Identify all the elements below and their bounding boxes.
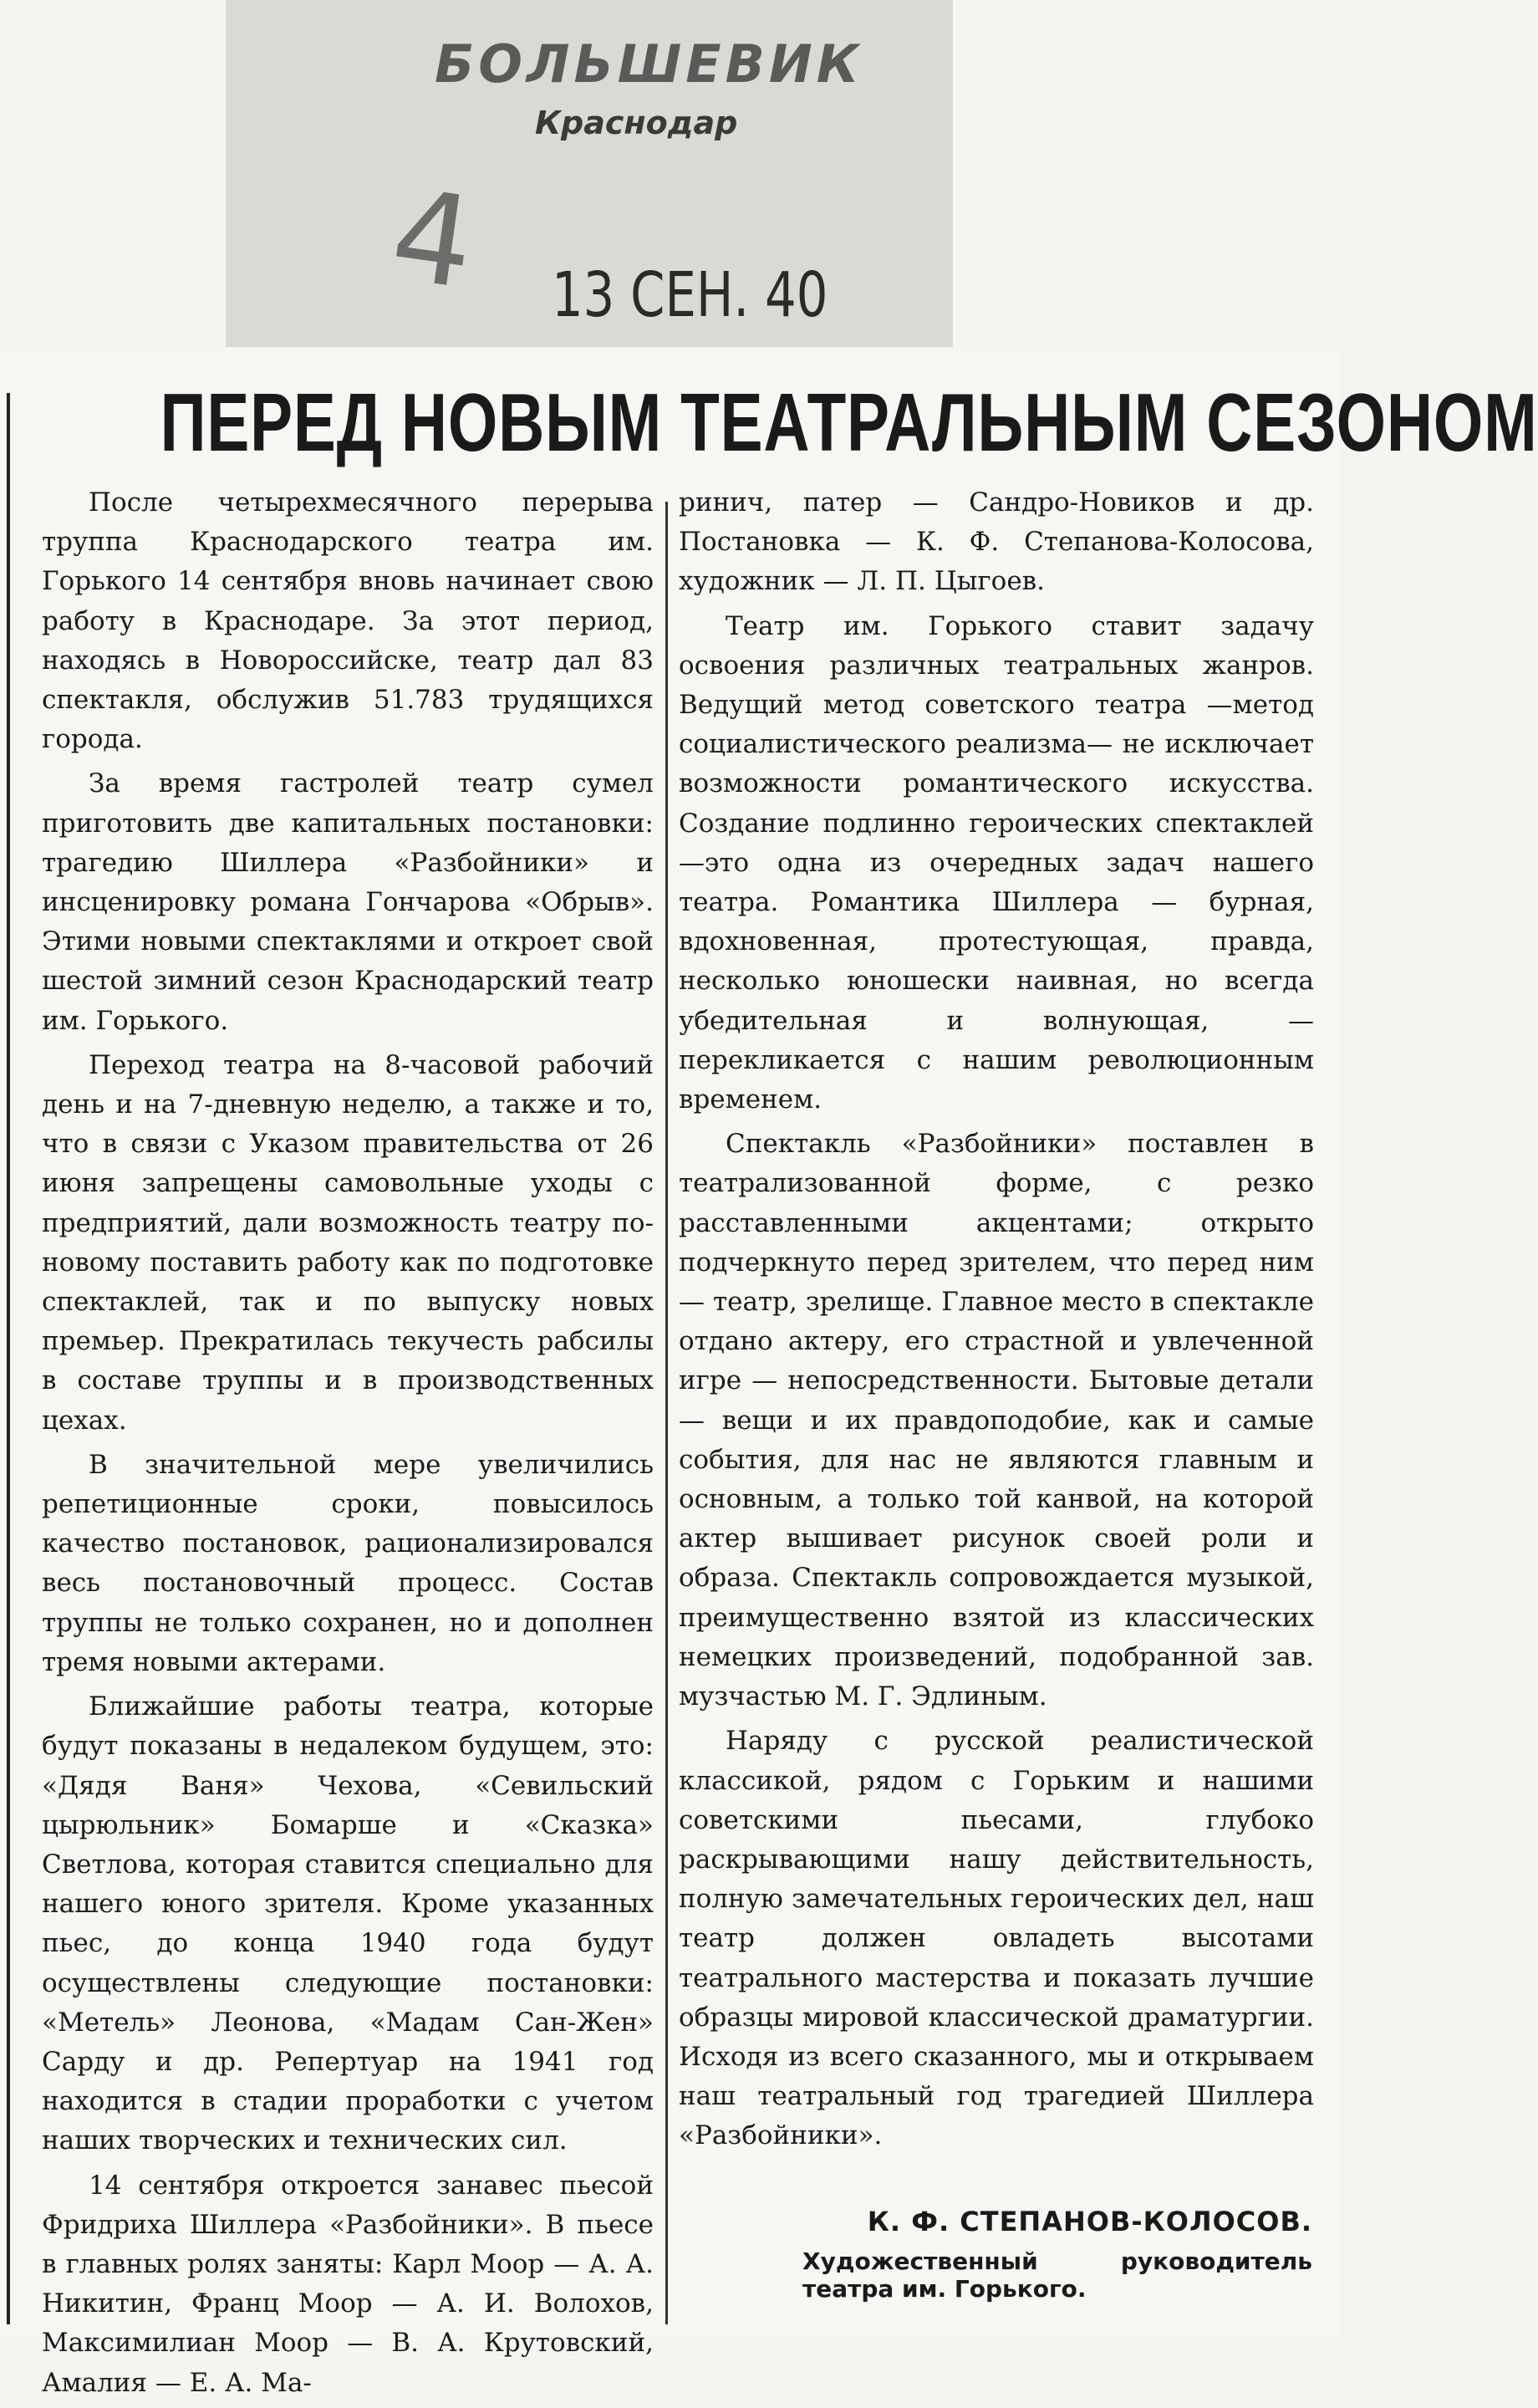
article-paragraph-continued: ринич, патер — Сандро-Новиков и др. Постановка — К. Ф. Степанова-Колосова, художник — Л. П. Цыгоев. <box>679 487 1314 597</box>
article-paragraph: Переход театра на 8-часовой рабочий день и на 7-дневную неделю, а также и то, что в связи с Указом правительства от 26 июня запрещены самовольные уходы с предприятий, дали возможность театру по-новому поставить работу как по подготовке спектаклей, так и по выпуску новых премьер. Прекратилась текучесть рабсилы в составе труппы и в производственных цехах. <box>42 1049 654 1436</box>
column-divider <box>665 502 668 2324</box>
left-border-rule <box>7 393 10 2324</box>
newspaper-name: БОЛЬШЕВИК <box>435 33 863 94</box>
newspaper-stamp <box>226 0 953 347</box>
author-role: Художественный руководитель <box>802 2247 1312 2275</box>
article-paragraph: Театр им. Горького ставит задачу освоения различных театральных жанров. Ведущий метод советского театра —метод социалистического реализма— не исключает возможности романтического искусства. Создание подлинно героических спектаклей—это одна из очередных задач нашего театра. Романтика Шиллера — бурная, вдохновенная, протестующая, правда, несколько юношески наивная, но всегда убедительная и волнующая, — перекликается с нашим революционным временем. <box>679 610 1314 1115</box>
archive-mark: 4 <box>383 162 483 318</box>
author-theatre: театра им. Горького. <box>802 2275 1087 2303</box>
author-signature <box>802 2206 1312 2303</box>
article-column-right <box>679 483 1314 2161</box>
article-paragraph: 14 сентября откроется занавес пьесой Фридриха Шиллера «Разбойники». В пьесе в главных ролях заняты: Карл Моор — А. А. Никитин, Франц Моор — А. И. Волохов, Максимилиан Моор — В. А. Крутовский, Амалия — Е. А. Ма- <box>42 2170 654 2398</box>
article-paragraph: Наряду с русской реалистической классикой, рядом с Горьким и нашими советскими пьесами, глубоко раскрывающими нашу действительность, полную замечательных героических дел, наш театр должен овладеть высотами театрального мастерства и показать лучшие образцы мировой классической драматургии. Исходя из всего сказанного, мы и открываем наш театральный год трагедией Шиллера «Разбойники». <box>679 1726 1314 2151</box>
stamp-date: 13 СЕН. 40 <box>552 259 828 331</box>
author-name: К. Ф. СТЕПАНОВ-КОЛОСОВ. <box>867 2206 1312 2237</box>
article-column-left <box>42 483 654 2408</box>
article-paragraph: Ближайшие работы театра, которые будут показаны в недалеком будущем, это: «Дядя Ваня» Чехова, «Севильский цырюльник» Бомарше и «Сказка» Светлова, которая ставится специально для нашего юного зрителя. Кроме указанных пьес, до конца 1940 года будут осуществлены следующие постановки: «Метель» Леонова, «Мадам Сан-Жен» Сарду и др. Репертуар на 1941 год находится в стадии проработки с учетом наших творческих и технических сил. <box>42 1691 654 2156</box>
article-paragraph: За время гастролей театр сумел приготовить две капитальных постановки: трагедию Шиллера «Разбойники» и инсценировку романа Гончарова «Обрыв». Этими новыми спектаклями и откроет свой шестой зимний сезон Краснодарский театр им. Горького. <box>42 768 654 1036</box>
article-paragraph: Спектакль «Разбойники» поставлен в театрализованной форме, с резко расставленными акцентами; открыто подчеркнуто перед зрителем, что перед ним — театр, зрелище. Главное место в спектакле отдано актеру, его страстной и увлеченной игре — непосредственности. Бытовые детали — вещи и их правдоподобие, как и самые события, для нас не являются главным и основным, а только той канвой, на которой актер вышивает рисунок своей роли и образа. Спектакль сопровождается музыкой, преимущественно взятой из классических немецких произведений, подобранной зав. музчастью М. Г. Эдлиным. <box>679 1129 1314 1712</box>
article-headline: ПЕРЕД НОВЫМ ТЕАТРАЛЬНЫМ СЕЗОНОМ <box>160 376 1538 468</box>
article-paragraph: В значительной мере увеличились репетиционные сроки, повысилось качество постановок, рационализировался весь постановочный процесс. Состав труппы не только сохранен, но и дополнен тремя новыми актерами. <box>42 1449 654 1677</box>
article-paragraph: После четырехмесячного перерыва труппа Краснодарского театра им. Горького 14 сентября вновь начинает свою работу в Краснодаре. За этот период, находясь в Новороссийске, театр дал 83 спектакля, обслужив 51.783 трудящихся города. <box>42 487 654 755</box>
newspaper-city: Краснодар <box>535 105 738 141</box>
